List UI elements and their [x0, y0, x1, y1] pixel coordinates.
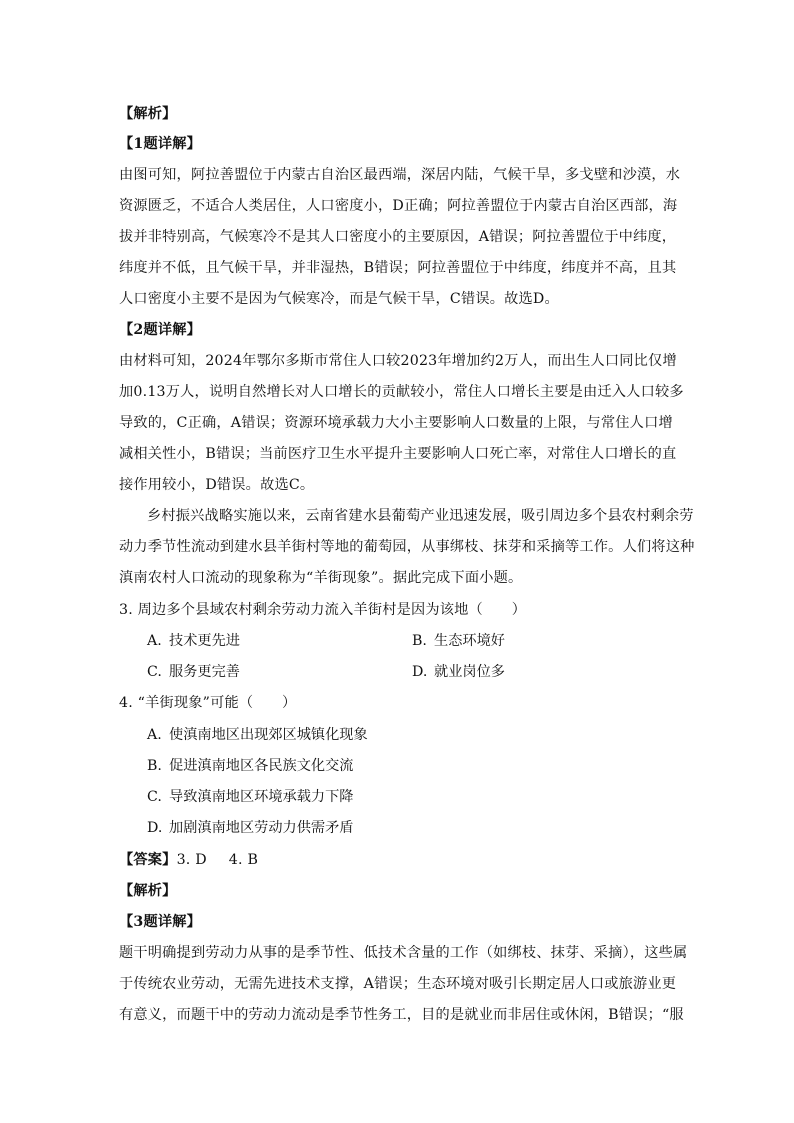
q4-option-a	[147, 725, 368, 745]
option-text: 就业岗位多	[434, 664, 505, 680]
option-label: A.	[147, 633, 162, 649]
q1-text-line: 人口密度小主要不是因为气候寒冷，而是气候干旱，C错误。故选D。	[119, 291, 559, 307]
q3-option-b	[412, 631, 505, 651]
q3-option-d	[412, 662, 505, 682]
question-4-stem: 4. “羊街现象”可能（ ）	[119, 695, 297, 711]
answer-q3: 3. D	[176, 852, 207, 868]
q2-text-line: 由材料可知，2024年鄂尔多斯市常住人口较2023年增加约2万人，而出生人口同比仅增	[119, 353, 677, 369]
option-label: D.	[412, 664, 428, 680]
q2-text-line: 减相关性小，B错误；当前医疗卫生水平提升主要影响人口死亡率，对常住人口增长的直	[119, 446, 677, 462]
option-label: C.	[147, 664, 162, 680]
analysis-heading: 【解析】	[119, 106, 177, 122]
q1-detail-heading: 【1题详解】	[119, 136, 202, 152]
option-label: A.	[147, 727, 162, 743]
option-text: 技术更先进	[169, 633, 240, 649]
q4-option-b	[147, 756, 353, 776]
option-label: C.	[147, 789, 162, 805]
answer-line	[119, 850, 679, 870]
q3-text-line: 有意义，而题干中的劳动力流动是季节性务工，目的是就业而非居住或休闲，B错误；“服	[119, 1007, 684, 1023]
answer-heading: 【答案】	[119, 852, 177, 868]
q1-text-line: 纬度并不低，且气候干旱，并非湿热，B错误；阿拉善盟位于中纬度，纬度并不高，且其	[119, 260, 677, 276]
q4-option-c	[147, 787, 353, 807]
question-3-stem: 3. 周边多个县域农村剩余劳动力流入羊街村是因为该地（ ）	[119, 602, 527, 618]
q1-text-line: 拔并非特别高，气候寒冷不是其人口密度小的主要原因，A错误；阿拉善盟位于中纬度，	[119, 229, 677, 245]
q3-text-line: 于传统农业劳动，无需先进技术支撑，A错误；生态环境对吸引长期定居人口或旅游业更	[119, 976, 677, 992]
material-paragraph-line: 滇南农村人口流动的现象称为“羊街现象”。据此完成下面小题。	[119, 570, 523, 586]
q3-text-line: 题干明确提到劳动力从事的是季节性、低技术含量的工作（如绑枝、抹芽、采摘），这些属	[119, 945, 688, 961]
option-label: D.	[147, 820, 163, 836]
q3-option-a	[147, 631, 240, 651]
answer-q4: 4. B	[228, 852, 259, 868]
option-text: 加剧滇南地区劳动力供需矛盾	[169, 820, 354, 836]
material-paragraph-line: 乡村振兴战略实施以来，云南省建水县葡萄产业迅速发展，吸引周边多个县农村剩余劳	[147, 508, 694, 524]
q2-text-line: 导致的，C正确，A错误；资源环境承载力大小主要影响人口数量的上限，与常住人口增	[119, 415, 673, 431]
analysis-heading: 【解析】	[119, 883, 177, 899]
material-paragraph-line: 动力季节性流动到建水县羊街村等地的葡萄园，从事绑枝、抹芽和采摘等工作。人们将这种	[119, 539, 695, 555]
q3-option-c	[147, 662, 240, 682]
q2-detail-heading: 【2题详解】	[119, 322, 202, 338]
option-label: B.	[147, 758, 162, 774]
option-text: 使滇南地区出现郊区城镇化现象	[169, 727, 368, 743]
q3-detail-heading: 【3题详解】	[119, 914, 202, 930]
option-text: 生态环境好	[434, 633, 505, 649]
option-label: B.	[412, 633, 427, 649]
q4-option-d	[147, 818, 353, 838]
q2-text-line: 加0.13万人，说明自然增长对人口增长的贡献较小，常住人口增长主要是由迁入人口较多	[119, 384, 684, 400]
q2-text-line: 接作用较小，D错误。故选C。	[119, 477, 315, 493]
option-text: 服务更完善	[169, 664, 240, 680]
q1-text-line: 资源匮乏，不适合人类居住，人口密度小，D正确；阿拉善盟位于内蒙古自治区西部，海	[119, 198, 678, 214]
option-text: 促进滇南地区各民族文化交流	[169, 758, 354, 774]
option-text: 导致滇南地区环境承载力下降	[169, 789, 354, 805]
q1-text-line: 由图可知，阿拉善盟位于内蒙古自治区最西端，深居内陆，气候干旱，多戈壁和沙漠，水	[119, 167, 681, 183]
